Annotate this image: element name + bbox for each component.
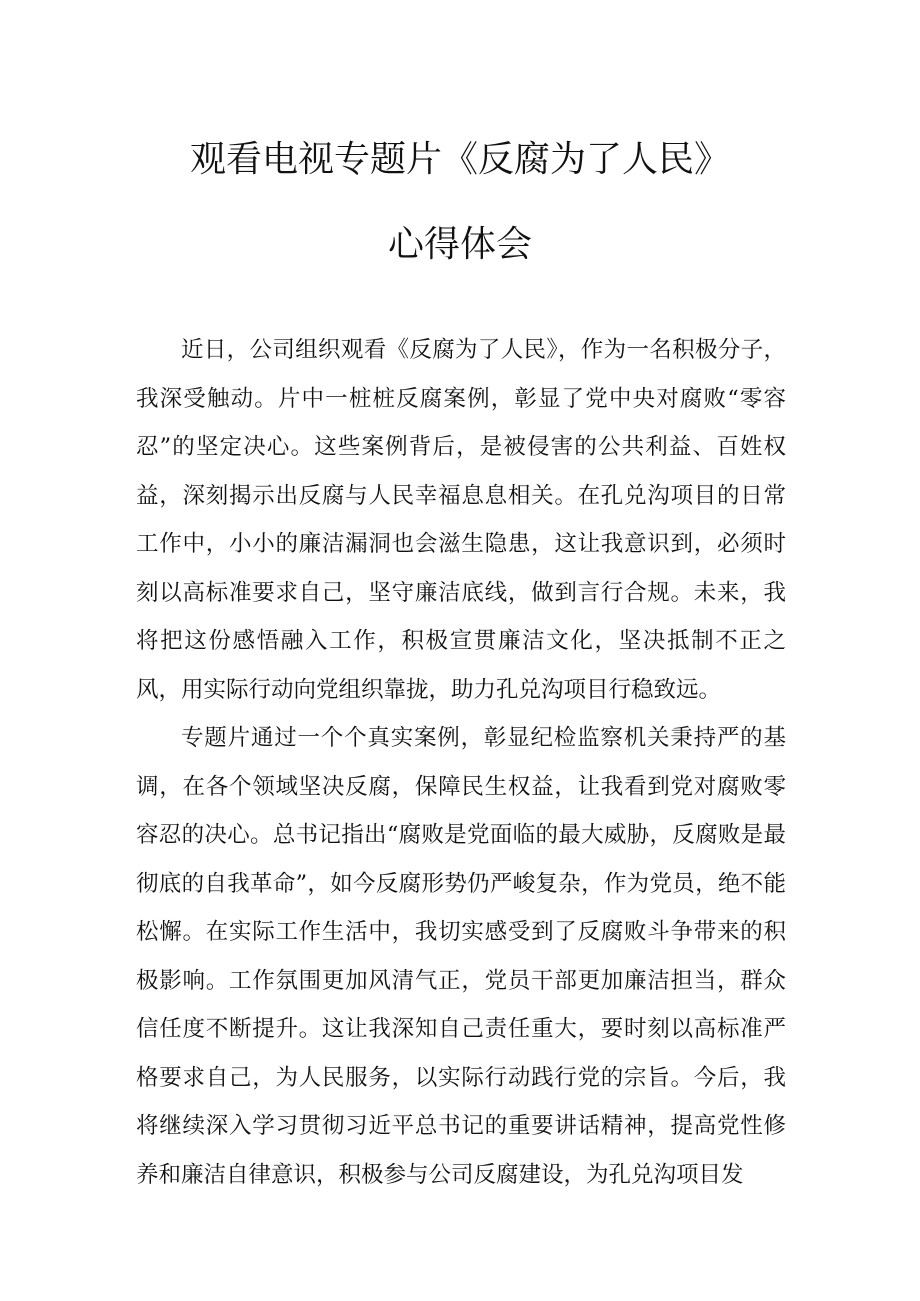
paragraph-2: 专题片通过一个个真实案例，彰显纪检监察机关秉持严的基调，在各个领域坚决反腐，保障民生权益，让我看到党对腐败零容忍的决心。总书记指出“腐败是党面临的最大威胁，反腐败是最彻底的自我革命”，如今反腐形势仍严峻复杂，作为党员，绝不能松懈。在实际工作生活中，我切实感受到了反腐败斗争带来的积极影响。工作氛围更加风清气正，党员干部更加廉洁担当，群众信任度不断提升。这让我深知自己责任重大，要时刻以高标准严格要求自己，为人民服务，以实际行动践行党的宗旨。今后，我将继续深入学习贯彻习近平总书记的重要讲话精神，提高党性修养和廉洁自律意识，积极参与公司反腐建设，为孔兑沟项目发 [136, 725, 786, 1188]
document-body [136, 326, 786, 1199]
document-title-line1: 观看电视专题片《反腐为了人民》 [189, 139, 730, 180]
document-title-line2: 心得体会 [387, 224, 532, 265]
paragraph-1: 近日，公司组织观看《反腐为了人民》，作为一名积极分子，我深受触动。片中一桩桩反腐案例，彰显了党中央对腐败“零容忍”的坚定决心。这些案例背后，是被侵害的公共利益、百姓权益，深刻揭示出反腐与人民幸福息息相关。在孔兑沟项目的日常工作中，小小的廉洁漏洞也会滋生隐患，这让我意识到，必须时刻以高标准要求自己，坚守廉洁底线，做到言行合规。未来，我将把这份感悟融入工作，积极宣贯廉洁文化，坚决抵制不正之风，用实际行动向党组织靠拢，助力孔兑沟项目行稳致远。 [136, 337, 786, 703]
